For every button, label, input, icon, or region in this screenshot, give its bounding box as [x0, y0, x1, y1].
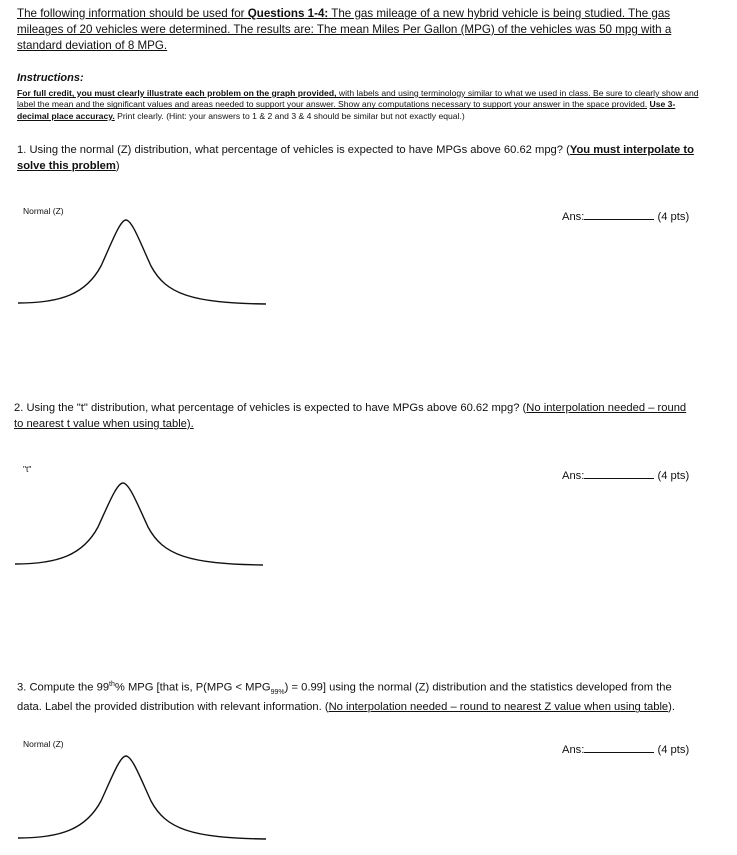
question-3-text-b: % MPG [that is, P(MPG < MPG	[114, 681, 271, 694]
question-2-t-curve	[13, 479, 265, 569]
question-3-text-a: 3. Compute the 99	[17, 681, 110, 694]
instructions-part2: with labels and using terminology similar to what we used in class. Be sure to clearly show and label the mean and the significant values and areas needed to support your answer. Show any computations necessary to support your answer in the space provided.	[17, 88, 699, 110]
instructions-part4: Print clearly. (Hint: your answers to 1 & 2 and 3 & 4 should be similar but not exactly equal.)	[114, 110, 465, 121]
question-3-ans-label: Ans:	[562, 744, 585, 756]
question-1-note: You must interpolate to solve this problem	[17, 144, 694, 172]
question-3-answer-blank[interactable]	[584, 742, 654, 753]
instructions-heading: Instructions:	[17, 72, 84, 84]
intro-lead: The following information should be used for	[17, 7, 248, 20]
question-2-text: 2. Using the "t" distribution, what percentage of vehicles is expected to have MPGs above 60.62 mpg? (	[14, 402, 527, 414]
question-1-points: (4 pts)	[657, 211, 690, 223]
intro-questions-label: Questions 1-4:	[247, 7, 329, 20]
question-3-points: (4 pts)	[657, 744, 690, 756]
question-3-text-c: ) = 0.99] using the normal (Z) distribution and the statistics developed from the data. Label the provided distribution with relevant information. (	[17, 681, 672, 714]
question-3-graph-label: Normal (Z)	[23, 739, 64, 749]
question-2-note: No interpolation needed – round to nearest t value when using table).	[14, 402, 687, 430]
question-3-note: No interpolation needed – round to nearest Z value when using table	[328, 701, 669, 714]
question-1-ans-label: Ans:	[562, 211, 585, 223]
question-1-normal-curve	[16, 216, 268, 308]
question-2-answer	[562, 468, 689, 482]
question-1	[17, 143, 697, 174]
question-1-text: 1. Using the normal (Z) distribution, what percentage of vehicles is expected to have MPGs above 60.62 mpg? (	[17, 144, 570, 156]
question-2-answer-blank[interactable]	[584, 468, 654, 479]
question-3-answer	[562, 742, 689, 756]
question-3-subscript: 99%	[270, 688, 285, 696]
question-2	[14, 401, 694, 432]
instructions-text	[17, 88, 701, 122]
question-3-normal-curve	[16, 752, 268, 842]
question-3-close: ).	[668, 701, 675, 714]
question-3	[17, 677, 697, 716]
instructions-part3: Use 3-decimal place accuracy.	[17, 99, 676, 121]
question-1-answer-blank[interactable]	[584, 209, 654, 220]
question-2-graph-label: "t"	[23, 464, 32, 474]
question-2-ans-label: Ans:	[562, 470, 585, 482]
question-2-points: (4 pts)	[657, 470, 690, 482]
question-3-superscript: th	[109, 681, 115, 688]
intro-rest: The gas mileage of a new hybrid vehicle is being studied. The gas mileages of 20 vehicles were determined. The results are: The mean Miles Per Gallon (MPG) of the vehicles was 50 mpg with a standard deviation of 8 MPG.	[17, 7, 672, 52]
question-1-answer	[562, 209, 689, 223]
intro-paragraph	[17, 6, 697, 54]
question-1-graph-label: Normal (Z)	[23, 206, 64, 216]
instructions-part1: For full credit, you must clearly illustrate each problem on the graph provided,	[17, 88, 337, 98]
question-1-close: )	[115, 159, 120, 172]
